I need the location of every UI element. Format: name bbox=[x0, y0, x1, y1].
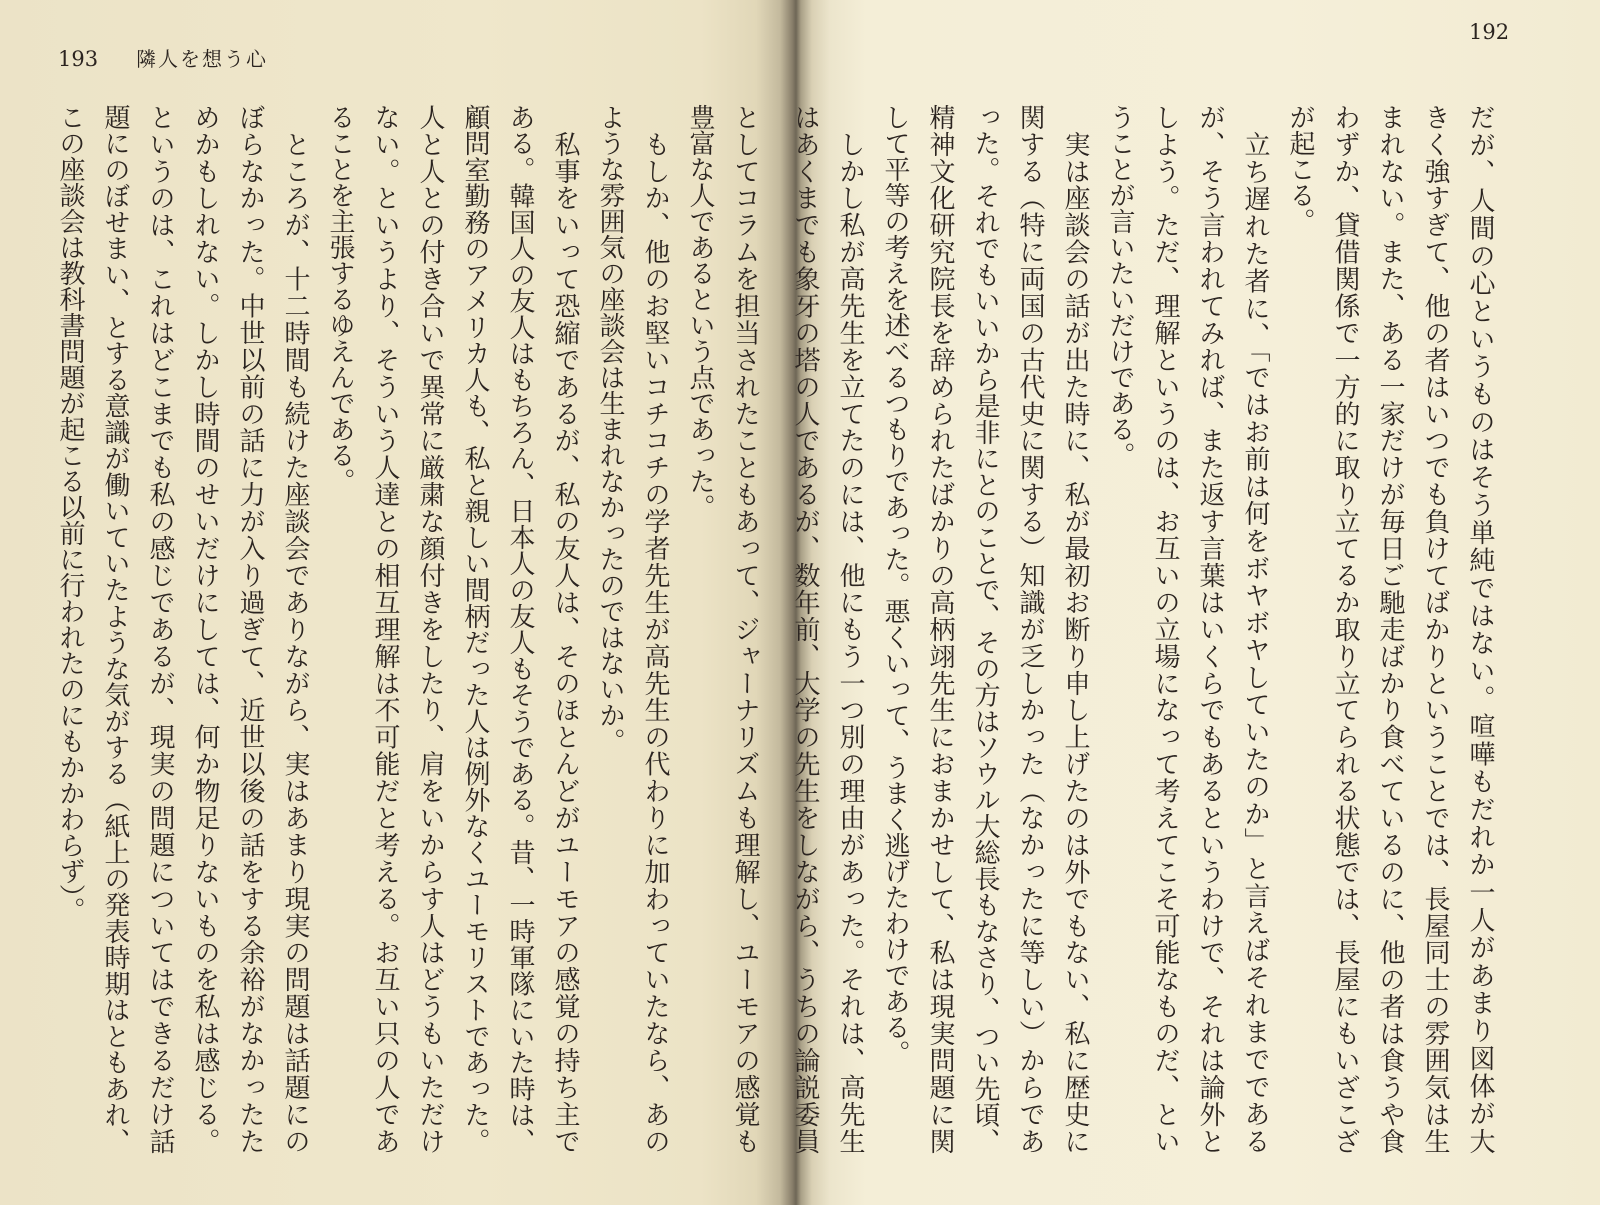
text-column: しかし私が高先生を立てたのには、他にもう一つ別の理由があった。それは、高先生 bbox=[835, 104, 865, 1155]
text-column: 私事をいって恐縮であるが、私の友人は、そのほとんどがユーモアの感覚の持ち主で bbox=[550, 104, 580, 1154]
text-column: ることを主張するゆえんである。 bbox=[325, 104, 355, 494]
text-column: というのは、これはどこまでも私の感じであるが、現実の問題についてはできるだけ話 bbox=[145, 104, 175, 1154]
text-column: この座談会は教科書問題が起こる以前に行われたのにもかかわらず）。 bbox=[55, 104, 85, 923]
text-column: 題にのぼせまい、とする意識が働いていたような気がする（紙上の発表時期はともあれ、 bbox=[100, 104, 130, 1154]
right-page-body-text bbox=[782, 104, 1502, 1154]
text-column: としてコラムを担当されたこともあって、ジャーナリズムも理解し、ユーモアの感覚も bbox=[730, 104, 760, 1154]
text-column: 豊富な人であるという点であった。 bbox=[685, 104, 715, 520]
text-column: 関する（特に両国の古代史に関する）知識が乏しかった（なかったに等しい）からであ bbox=[1015, 104, 1045, 1154]
text-column: ところが、十二時間も続けた座談会でありながら、実はあまり現実の問題は話題にの bbox=[280, 104, 310, 1154]
text-column: った。それでもいいから是非にとのことで、その方はソウル大総長もなさり、つい先頃、 bbox=[970, 104, 1000, 1154]
text-column: ある。韓国人の友人はもちろん、日本人の友人もそうである。昔、一時軍隊にいた時は、 bbox=[505, 104, 535, 1154]
text-column: もしか、他のお堅いコチコチの学者先生が高先生の代わりに加わっていたなら、あの bbox=[640, 104, 670, 1154]
text-column: きく強すぎて、他の者はいつでも負けてばかりということでは、長屋同士の雰囲気は生 bbox=[1420, 104, 1450, 1154]
text-column: だが、人間の心というものはそう単純ではない。喧嘩もだれか一人があまり図体が大 bbox=[1465, 104, 1495, 1154]
text-column: が起こる。 bbox=[1285, 104, 1315, 234]
text-column: 実は座談会の話が出た時に、私が最初お断り申し上げたのは外でもない、私に歴史に bbox=[1060, 104, 1090, 1155]
text-column: しよう。ただ、理解というのは、お互いの立場になって考えてこそ可能なものだ、とい bbox=[1150, 104, 1180, 1154]
right-page-number: 192 bbox=[1469, 20, 1510, 44]
left-page-body-text bbox=[47, 104, 767, 1154]
left-page-number: 193 bbox=[58, 47, 99, 71]
text-column: 立ち遅れた者に、「ではお前は何をボヤボヤしていたのか」と言えばそれまでである bbox=[1240, 104, 1270, 1154]
text-column: めかもしれない。しかし時間のせいだけにしては、何か物足りないものを私は感じる。 bbox=[190, 104, 220, 1155]
text-column: ない。というより、そういう人達との相互理解は不可能だと考える。お互い只の人であ bbox=[370, 104, 400, 1155]
text-column: 精神文化研究院長を辞められたばかりの高柄翊先生におまかせして、私は現実問題に関 bbox=[925, 104, 955, 1154]
text-column: ぼらなかった。中世以前の話に力が入り過ぎて、近世以後の話をする余裕がなかったた bbox=[235, 104, 265, 1154]
text-column: わずか、貸借関係で一方的に取り立てるか取り立てられる状態では、長屋にもいざこざ bbox=[1330, 104, 1360, 1155]
text-column: が、そう言われてみれば、また返す言葉はいくらでもあるというわけで、それは論外と bbox=[1195, 104, 1225, 1154]
running-head: 隣人を想う心 bbox=[136, 47, 268, 71]
text-column: 顧問室勤務のアメリカ人も、私と親しい間柄だった人は例外なくユーモリストであった。 bbox=[460, 104, 490, 1154]
text-column: まれない。また、ある一家だけが毎日ご馳走ばかり食べているのに、他の者は食うや食 bbox=[1375, 104, 1405, 1155]
text-column: 人と人との付き合いで異常に厳粛な顔付きをしたり、肩をいからす人はどうもいただけ bbox=[415, 104, 445, 1155]
text-column: して平等の考えを述べるつもりであった。悪くいって、うまく逃げたわけである。 bbox=[880, 104, 910, 1066]
text-column: ような雰囲気の座談会は生まれなかったのではないか。 bbox=[595, 104, 625, 754]
text-column: はあくまでも象牙の塔の人であるが、数年前、大学の先生をしながら、うちの論説委員 bbox=[790, 104, 820, 1154]
text-column: うことが言いたいだけである。 bbox=[1105, 104, 1135, 468]
